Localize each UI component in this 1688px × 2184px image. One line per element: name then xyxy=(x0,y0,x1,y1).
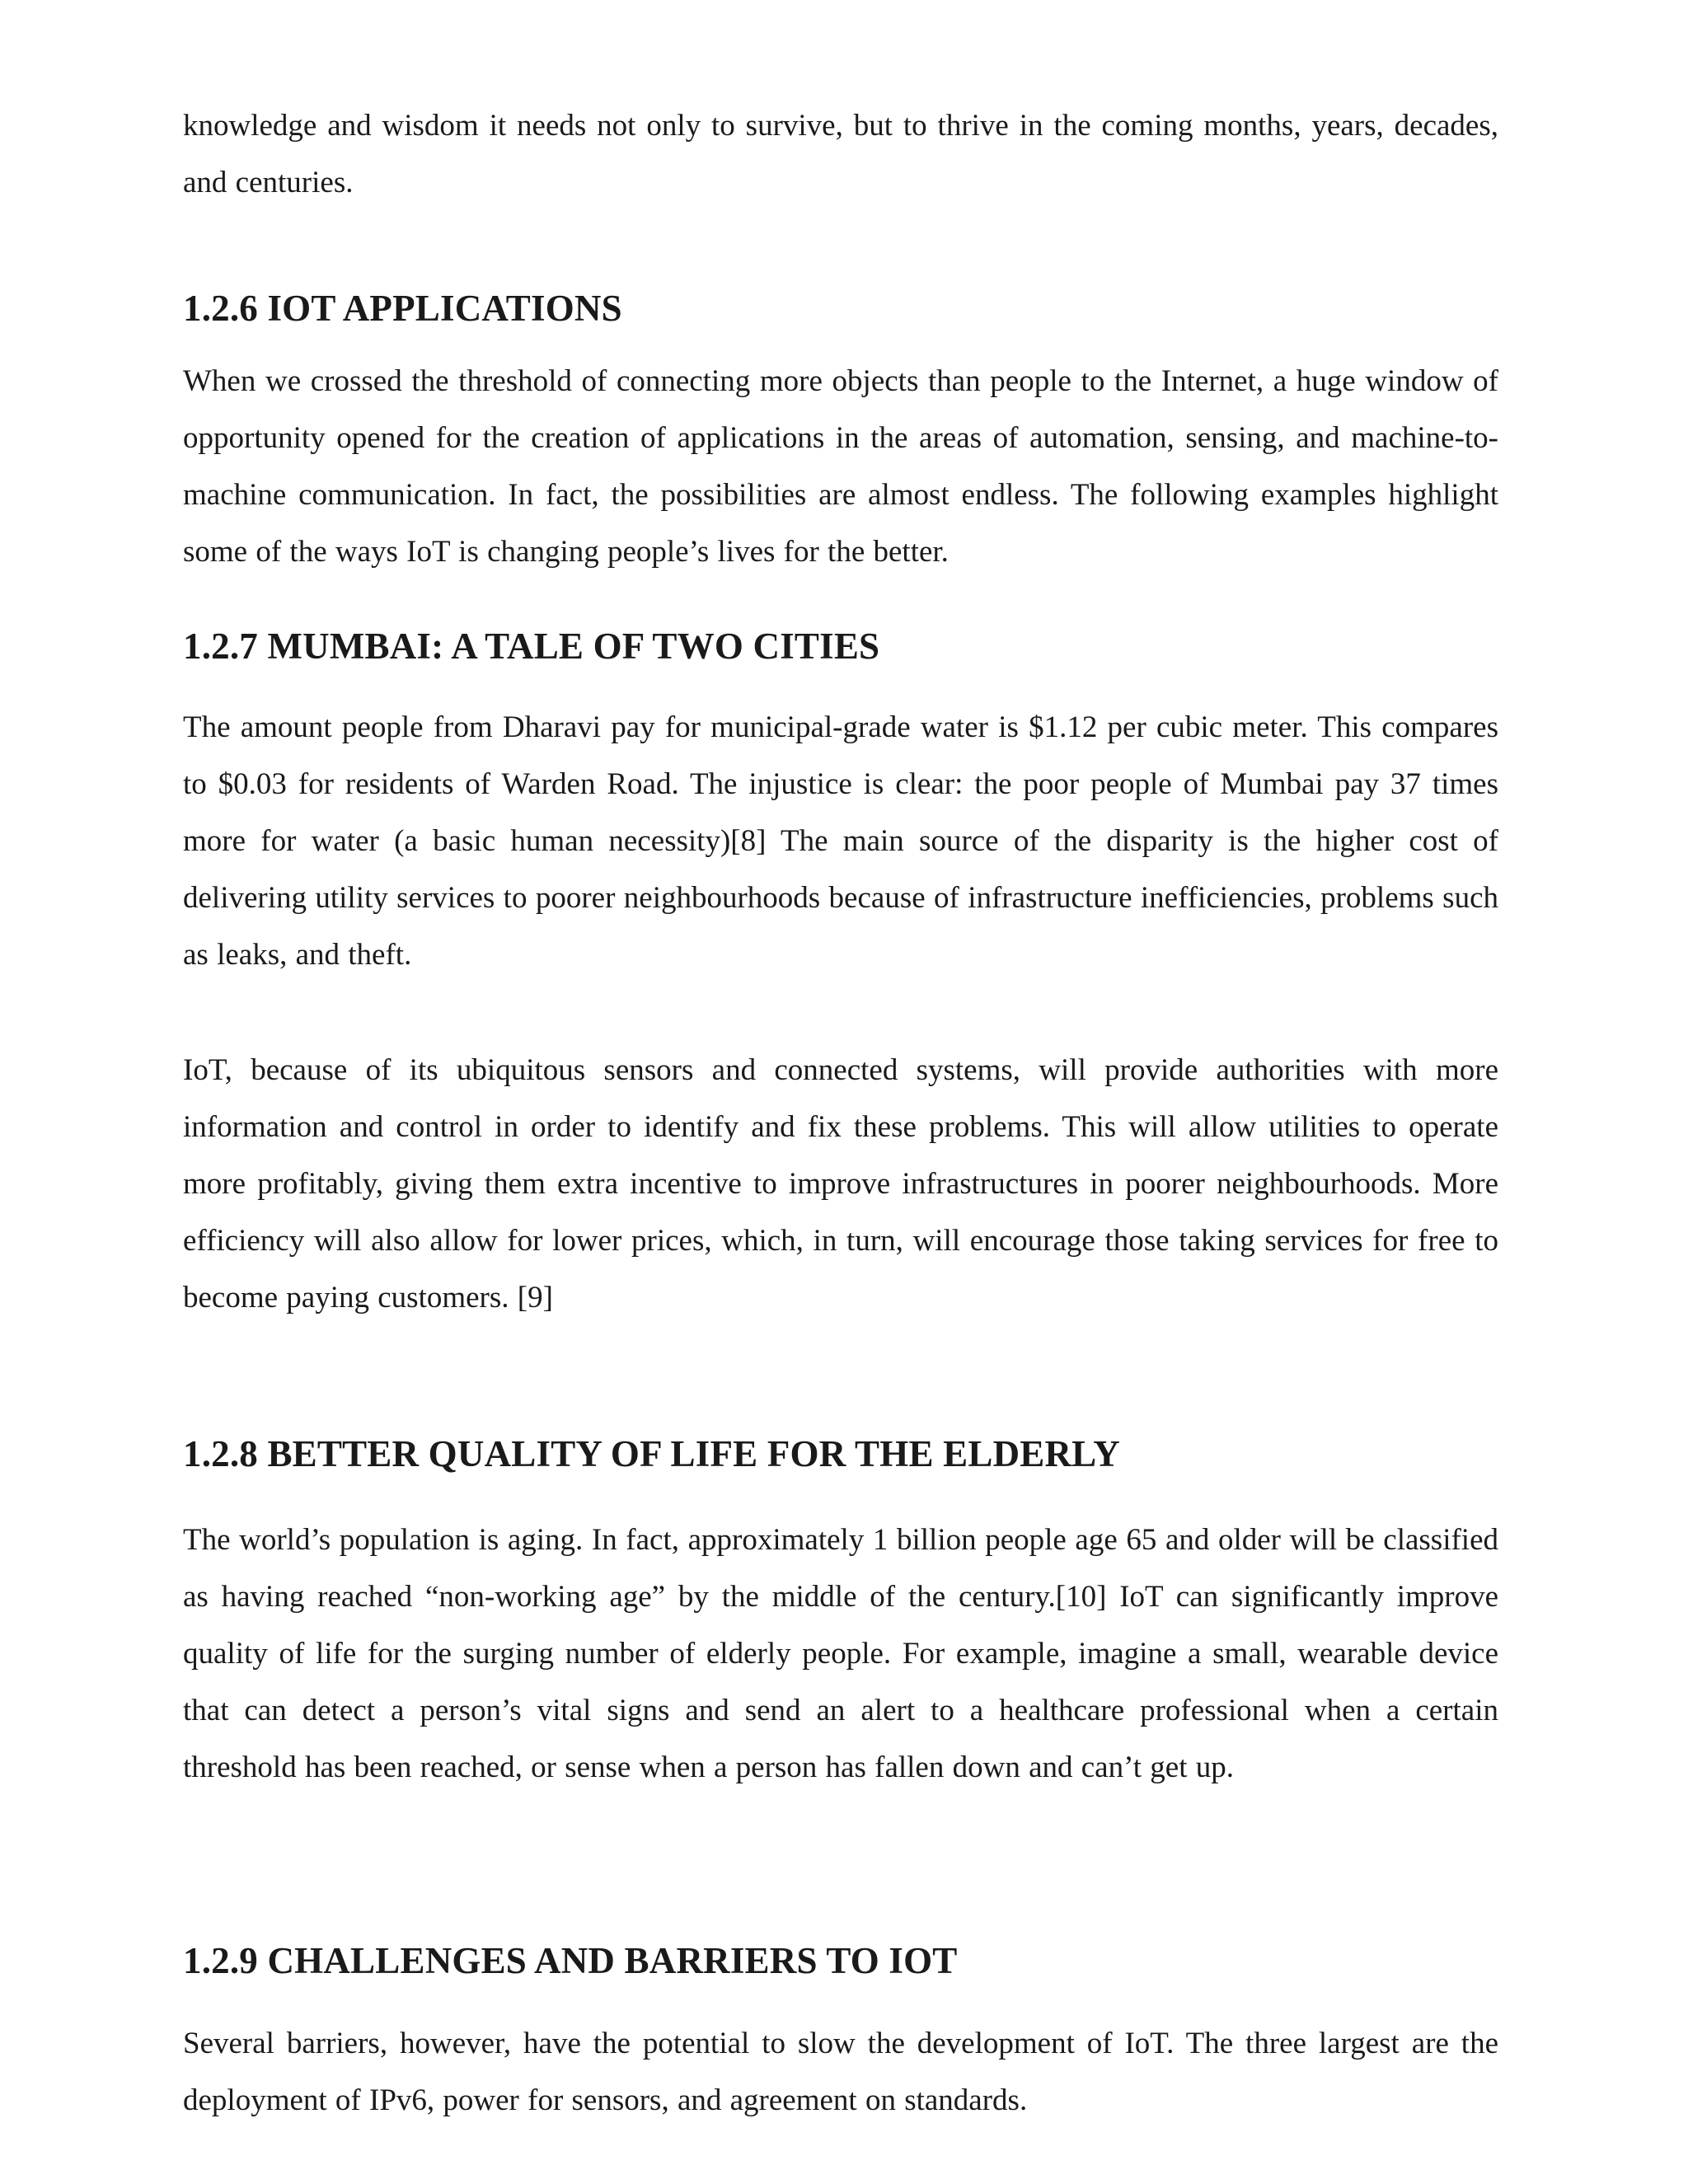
section-1-2-8-paragraph-1: The world’s population is aging. In fact, approximately 1 billion people age 65 and older will be classified as having reached “non-working age” by the middle of the century.[10] IoT can significantly improve quality of life for the surging number of elderly people. For example, imagine a small, wearable device that can detect a person’s vital signs and send an alert to a healthcare professional when a certain threshold has been reached, or sense when a person has fallen down and can’t get up. xyxy=(183,1523,1498,1784)
section-1-2-9-paragraph-1: Several barriers, however, have the potential to slow the development of IoT. The three largest are the deployment of IPv6, power for sensors, and agreement on standards. xyxy=(183,2027,1498,2117)
section-heading-1-2-7: 1.2.7 MUMBAI: A TALE OF TWO CITIES xyxy=(183,626,880,667)
section-1-2-7-paragraph-2: IoT, because of its ubiquitous sensors and connected systems, will provide authorities with more information and control in order to identify and fix these problems. This will allow utilities to operate more profitably, giving them extra incentive to improve infrastructures in poorer neighbourhoods. More efficiency will also allow for lower prices, which, in turn, will encourage those taking services for free to become paying customers. [9] xyxy=(183,1053,1498,1315)
section-1-2-7-paragraph-1: The amount people from Dharavi pay for municipal-grade water is $1.12 per cubic meter. This compares to $0.03 for residents of Warden Road. The injustice is clear: the poor people of Mumbai pay 37 times more for water (a basic human necessity)[8] The main source of the disparity is the higher cost of delivering utility services to poorer neighbourhoods because of infrastructure inefficiencies, problems such as leaks, and theft. xyxy=(183,710,1498,972)
section-heading-1-2-9: 1.2.9 CHALLENGES AND BARRIERS TO IOT xyxy=(183,1940,958,1981)
section-heading-1-2-6: 1.2.6 IOT APPLICATIONS xyxy=(183,288,622,329)
intro-paragraph: knowledge and wisdom it needs not only to survive, but to thrive in the coming months, years, decades, and centuries. xyxy=(183,109,1498,199)
section-heading-1-2-8: 1.2.8 BETTER QUALITY OF LIFE FOR THE ELDERLY xyxy=(183,1433,1120,1474)
section-1-2-6-paragraph-1: When we crossed the threshold of connecting more objects than people to the Internet, a huge window of opportunity opened for the creation of applications in the areas of automation, sensing, and machine-to-machine communication. In fact, the possibilities are almost endless. The following examples highlight some of the ways IoT is changing people’s lives for the better. xyxy=(183,364,1498,569)
